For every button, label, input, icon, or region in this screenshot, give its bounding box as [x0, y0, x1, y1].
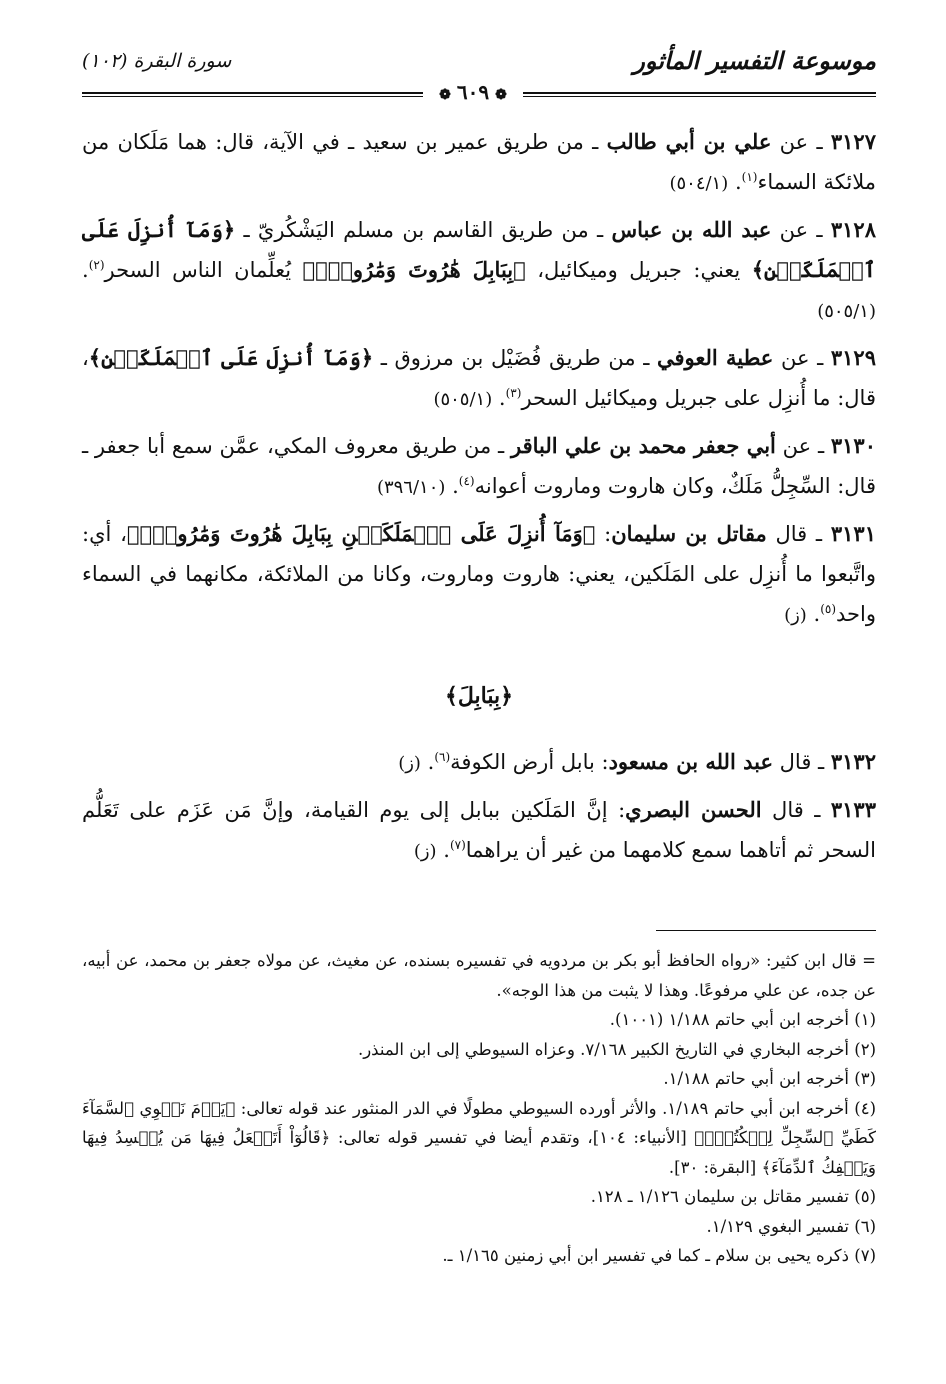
footnote-6: (٦) تفسير البغوي ١/١٢٩. — [706, 1216, 876, 1236]
footnotes — [82, 946, 876, 1271]
narration-lead: ـ قال — [766, 522, 831, 546]
footnote-marker: (٦) — [434, 750, 451, 764]
volume-reference: (٣٩٦/١٠) — [376, 477, 446, 498]
footnote-marker: (٥) — [820, 602, 837, 616]
narrator-name: علي بن أبي طالب — [606, 129, 772, 154]
narration-tail: . — [436, 838, 450, 862]
section-heading: ﴿بِبَابِلَ﴾ — [444, 683, 514, 709]
narration-number: ٣١٢٩ — [830, 345, 876, 370]
narration-text: : — [595, 522, 612, 546]
narration-lead: ـ قال — [761, 798, 831, 822]
narrator-name: عبد الله بن عباس — [611, 217, 772, 242]
volume-reference: (٥٠٥/١) — [817, 301, 876, 322]
page-number — [423, 80, 523, 104]
footnote-marker: (١) — [741, 170, 758, 184]
narration-number: ٣١٢٨ — [830, 217, 876, 242]
narration-tail: . — [420, 750, 435, 774]
narration-number: ٣١٣٠ — [830, 433, 876, 458]
narration-text: : بابل أرض الكوفة — [450, 750, 609, 774]
narrator-name: عبد الله بن مسعود — [608, 749, 773, 774]
narration-number: ٣١٣١ — [830, 521, 876, 546]
narration-3128 — [82, 210, 876, 332]
footnote-3: (٣) أخرجه ابن أبي حاتم ١/١٨٨. — [663, 1069, 876, 1088]
narrator-name: أبي جعفر محمد بن علي الباقر — [510, 433, 776, 458]
ornament-icon: ❁ — [495, 87, 507, 103]
narration-3130 — [82, 426, 876, 508]
narration-tail: . — [492, 386, 506, 410]
footnote-2: (٢) أخرجه البخاري في التاريخ الكبير ٧/١٦٨. وعزاه السيوطي إلى ابن المنذر. — [357, 1039, 876, 1059]
footnote-marker: (٢) — [88, 258, 105, 272]
narration-tail: . — [806, 602, 821, 626]
narration-text: ـ من طريق معروف المكي، عمَّن سمع أبا جعفر ـ قال: السِّجِلُّ مَلَكٌ، وكان هاروت وماروت أعوانه — [82, 434, 876, 498]
narration-lead: ـ عن — [771, 218, 831, 242]
footnote-1: (١) أخرجه ابن أبي حاتم ١/١٨٨ (١٠٠١). — [609, 1010, 876, 1029]
footnote-7: (٧) ذكره يحيى بن سلام ـ كما في تفسير ابن أبي زمنين ١/١٦٥ ـ. — [442, 1246, 876, 1265]
narration-text: ، أي: واتَّبعوا ما أُنزِل على المَلَكين، يعني: هاروت وماروت، وكانا من الملائكة، مكانهما في السماء واحد — [82, 522, 876, 626]
narration-lead: ـ قال — [773, 750, 831, 774]
volume-reference: (ز) — [784, 605, 807, 626]
narration-text: يعني: جبريل وميكائيل، — [525, 258, 752, 282]
narration-text: ـ من طريق القاسم بن مسلم اليَشْكُريّ ـ — [235, 218, 612, 242]
narration-number: ٣١٣٢ — [830, 749, 876, 774]
page-number-wrap — [0, 80, 946, 104]
narration-text: يُعلِّمان الناس السحر — [104, 258, 303, 282]
narration-text: ، قال: ما أُنزِل على جبريل وميكائيل السحر — [82, 346, 876, 410]
volume-reference: (ز) — [413, 841, 437, 862]
page-number-text: ٦٠٩ — [456, 80, 490, 104]
narration-3127 — [82, 122, 876, 204]
book-title: موسوعة التفسير المأثور — [633, 46, 876, 75]
footnote-marker: (٣) — [505, 386, 522, 400]
narration-number: ٣١٣٣ — [830, 797, 876, 822]
footnote-marker: (٧) — [449, 838, 466, 852]
footnote-rule — [656, 930, 876, 931]
footnote-continuation: = قال ابن كثير: «رواه الحافظ أبو بكر بن مردويه في تفسيره بسنده، عن مغيث، عن مولاه جعفر بن محمد، عن أبيه، عن جده، عن علي مرفوعًا. وهذا لا يثبت من هذا الوجه». — [82, 951, 876, 1000]
narration-tail: . — [728, 170, 742, 194]
narration-3131 — [82, 514, 876, 636]
quran-quote: ﴿وَمَآ أُنزِلَ عَلَى ٱلۡمَلَكَيۡنِ﴾ — [88, 345, 374, 370]
footnote-marker: (٤) — [458, 474, 475, 488]
narration-number: ٣١٢٧ — [830, 129, 876, 154]
narration-lead: ـ عن — [775, 434, 831, 458]
narration-3129 — [82, 338, 876, 420]
narration-3132 — [82, 742, 876, 784]
narration-3133 — [82, 790, 876, 872]
narrator-name: مقاتل بن سليمان — [611, 521, 767, 546]
narration-lead: ـ عن — [773, 346, 831, 370]
narrator-name: الحسن البصري — [625, 797, 762, 822]
quran-quote: ﴿وَمَآ أُنزِلَ عَلَى ٱلۡمَلَكَيۡنِ بِبَابِلَ هَٰرُوتَ وَمَٰرُوتَۚ﴾ — [126, 521, 596, 546]
quran-quote: ﴿وَمَآ أُنزِلَ عَلَى ٱلۡمَلَكَيۡنِ﴾ — [82, 217, 876, 282]
narrator-name: عطية العوفي — [656, 345, 774, 370]
quran-quote: ﴿بِبَابِلَ هَٰرُوتَ وَمَٰرُوتَۚ﴾ — [302, 257, 526, 282]
narration-text: : إنَّ المَلَكين ببابل إلى يوم القيامة، وإنَّ مَن عَزَم على تَعَلُّم السحر ثم أتاهما سمع كلامهما من غير أن يراهما — [82, 798, 876, 862]
narration-tail: . — [445, 474, 459, 498]
footnote-4: (٤) أخرجه ابن أبي حاتم ١/١٨٩. والأثر أورده السيوطي مطولًا في الدر المنثور عند قوله تعالى: ﴿يَوۡمَ نَطۡوِي ٱلسَّمَآءَ كَطَيِّ ٱلسِّجِلِّ لِلۡكُتُبِۚ﴾ [الأنبياء: ١٠٤]، وتقدم أيضا في تفسير قوله تعالى: ﴿قَالُوٓاْ أَتَجۡعَلُ فِيهَا مَن يُفۡسِدُ فِيهَا وَيَسۡفِكُ ٱلدِّمَآءَ﴾ [البقرة: ٣٠]. — [82, 1098, 876, 1177]
footnote-5: (٥) تفسير مقاتل بن سليمان ١/١٢٦ ـ ١٢٨. — [590, 1187, 876, 1206]
narration-lead: ـ عن — [771, 130, 831, 154]
narration-text: ـ من طريق فُضَيْل بن مرزوق ـ — [373, 346, 657, 370]
volume-reference: (٥٠٤/١) — [669, 173, 729, 194]
main-text — [82, 122, 876, 878]
ornament-icon: ❁ — [439, 87, 451, 103]
volume-reference: (٥٠٥/١) — [433, 389, 493, 410]
volume-reference: (ز) — [398, 753, 421, 774]
narration-tail: . — [82, 258, 89, 282]
surah-title: سورة البقرة (١٠٢) — [82, 50, 232, 72]
narration-text: ـ من طريق عمير بن سعيد ـ في الآية، قال: هما مَلَكان من ملائكة السماء — [82, 130, 876, 194]
